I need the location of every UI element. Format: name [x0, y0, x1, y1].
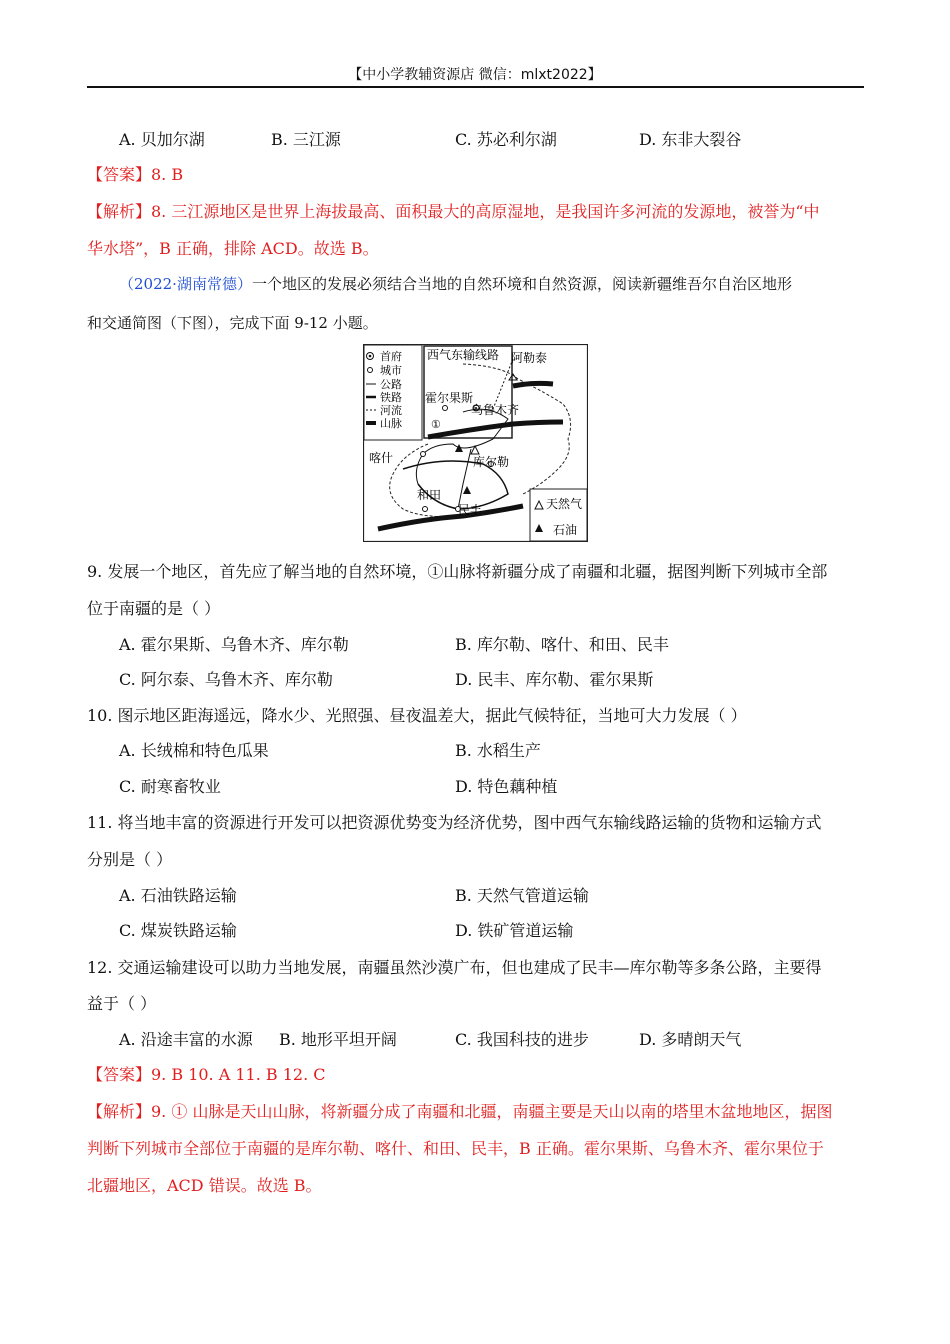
label-pipeline: 西气东输线路: [427, 348, 500, 362]
label-urumqi: 乌鲁木齐: [471, 403, 520, 417]
q12-option-a: A. 沿途丰富的水源: [119, 1030, 253, 1049]
q9-stem-1: 9. 发展一个地区，首先应了解当地的自然环境，①山脉将新疆分成了南疆和北疆，据图判断下列城市全部: [87, 562, 828, 581]
q9-stem-2: 位于南疆的是（ ）: [87, 599, 221, 618]
q9-option-c: C. 阿尔泰、乌鲁木齐、库尔勒: [119, 670, 333, 689]
q8-analysis-line-1: 【解析】8. 三江源地区是世界上海拔最高、面积最大的高原湿地，是我国许多河流的发源地，被誉为“中: [87, 202, 820, 221]
q10-option-d: D. 特色藕种植: [455, 777, 558, 796]
q10-option-c: C. 耐寒畜牧业: [119, 777, 221, 796]
q8-answer: 【答案】8. B: [87, 165, 184, 184]
label-khorgas: 霍尔果斯: [425, 391, 474, 405]
label-minfeng: 民丰: [458, 503, 483, 517]
intro-text-1: 一个地区的发展必须结合当地的自然环境和自然资源，阅读新疆维吾尔自治区地形: [251, 275, 792, 293]
q8-analysis-line-2: 华水塔”，B 正确，排除 ACD。故选 B。: [87, 239, 379, 258]
q9-option-b: B. 库尔勒、喀什、和田、民丰: [455, 635, 669, 654]
altay-mountain: [513, 383, 553, 386]
q11-option-d: D. 铁矿管道运输: [455, 921, 574, 940]
legend-city: 城市: [380, 364, 402, 377]
q11-stem-1: 11. 将当地丰富的资源进行开发可以把资源优势变为经济优势，图中西气东输线路运输的货物和运输方式: [87, 813, 822, 832]
label-altay: 阿勒泰: [511, 351, 548, 365]
q9-analysis-line-1: 【解析】9. ① 山脉是天山山脉，将新疆分成了南疆和北疆，南疆主要是天山以南的塔里木盆地地区，据图: [87, 1102, 833, 1121]
q10-option-b: B. 水稻生产: [455, 741, 541, 760]
legend-rail: 铁路: [380, 391, 402, 404]
q9-analysis-line-2: 判断下列城市全部位于南疆的是库尔勒、喀什、和田、民丰，B 正确。霍尔果斯、乌鲁木齐、霍尔果位于: [87, 1139, 824, 1158]
legend-mountain: 山脉: [380, 417, 402, 430]
q9-option-a: A. 霍尔果斯、乌鲁木齐、库尔勒: [119, 635, 349, 654]
page-header: 【中小学教辅资源店 微信：mlxt2022】: [348, 67, 602, 83]
q10-stem-1: 10. 图示地区距海遥远，降水少、光照强、昼夜温差大，据此气候特征，当地可大力发展（ ）: [87, 706, 747, 725]
legend-gas: 天然气: [546, 497, 583, 511]
source-tag: （2022·湖南常德）: [119, 275, 252, 293]
q9-12-answer: 【答案】9. B 10. A 11. B 12. C: [87, 1065, 326, 1084]
q11-option-a: A. 石油铁路运输: [119, 886, 237, 905]
legend-road: 公路: [380, 378, 402, 391]
q12-stem-2: 益于（ ）: [87, 994, 157, 1013]
q11-stem-2: 分别是（ ）: [87, 850, 173, 869]
label-mountain-1: ①: [431, 418, 441, 431]
label-korla: 库尔勒: [473, 455, 510, 469]
q11-option-b: B. 天然气管道运输: [455, 886, 589, 905]
xinjiang-map: [363, 344, 588, 542]
legend-capital: 首府: [380, 350, 402, 363]
q8-option-d: D. 东非大裂谷: [639, 130, 742, 149]
q11-option-c: C. 煤炭铁路运输: [119, 921, 237, 940]
intro-line-1: [119, 274, 792, 294]
q12-option-c: C. 我国科技的进步: [455, 1030, 589, 1049]
label-hotan: 和田: [417, 488, 442, 502]
legend-oil: 石油: [553, 523, 578, 537]
q9-analysis-line-3: 北疆地区，ACD 错误。故选 B。: [87, 1176, 322, 1195]
q12-option-d: D. 多晴朗天气: [639, 1030, 742, 1049]
q8-option-b: B. 三江源: [271, 130, 341, 149]
q12-stem-1: 12. 交通运输建设可以助力当地发展，南疆虽然沙漠广布，但也建成了民丰—库尔勒等多条公路，主要得: [87, 958, 822, 977]
q10-option-a: A. 长绒棉和特色瓜果: [119, 741, 269, 760]
q8-option-c: C. 苏必利尔湖: [455, 130, 557, 149]
q9-option-d: D. 民丰、库尔勒、霍尔果斯: [455, 670, 654, 689]
q8-option-a: A. 贝加尔湖: [119, 130, 205, 149]
header-divider: [87, 86, 864, 88]
label-kashgar: 喀什: [369, 451, 394, 465]
intro-line-2: 和交通简图（下图），完成下面 9-12 小题。: [87, 314, 378, 332]
legend-river: 河流: [380, 404, 402, 417]
q12-option-b: B. 地形平坦开阔: [279, 1030, 397, 1049]
